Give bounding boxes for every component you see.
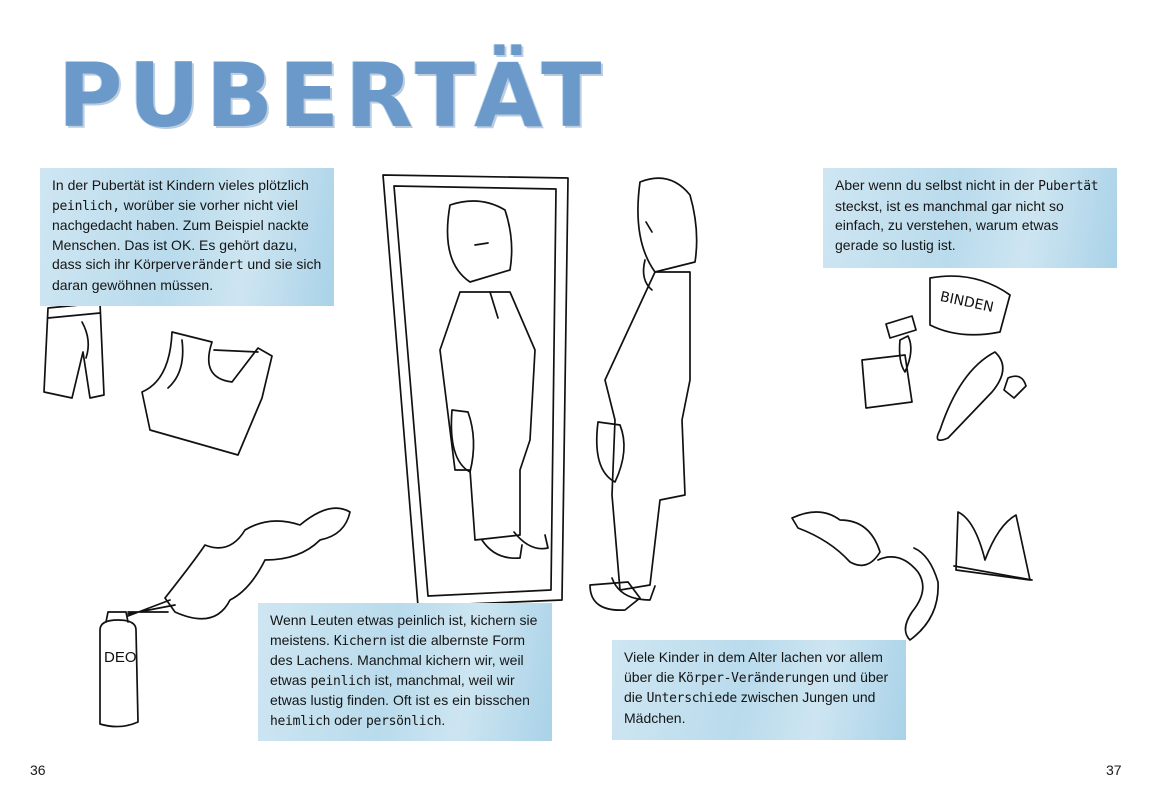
page-number-right: 37 [1106, 762, 1122, 778]
kichern-text-4: oder [330, 711, 367, 728]
handwritten-peinlich-2: peinlich [310, 673, 371, 689]
text-box-intro [40, 168, 334, 306]
handwritten-veraendert: verändert [175, 258, 244, 273]
sports-bra-drawing [954, 512, 1032, 580]
boxer-shorts-drawing [44, 303, 104, 398]
undershirt-drawing [142, 332, 272, 455]
intro-text-2: worüber sie vorher nicht viel nachgedacht haben. Zum Beispiel nackte Menschen. Das ist OK. Es gehört dazu, dass sich ihr Körper [52, 196, 309, 272]
veraenderungen-text-1: Viele Kinder in dem Alter lachen vor allem über die [624, 649, 883, 685]
handwritten-koerper-veraenderungen: Körper-Veränderungen [678, 670, 830, 686]
reflection-figure-drawing [440, 201, 548, 558]
standing-figure-drawing [590, 178, 697, 610]
handwritten-unterschiede: Unterschiede [646, 691, 737, 706]
page-number-left: 36 [30, 762, 46, 778]
text-box-veraenderungen [612, 640, 906, 740]
intro-text-1: In der Pubertät ist Kindern vieles plötzlich [52, 177, 309, 193]
intro-text-3: und sie sich daran gewöhnen müssen. [52, 256, 322, 293]
handwritten-heimlich: heimlich [270, 713, 331, 729]
page-title: PUBERTÄT [58, 44, 608, 147]
kichern-text-2: ist die albernste Form des Lachens. Manchmal kichern wir, weil etwas [270, 631, 525, 688]
deo-label: DEO [104, 649, 137, 666]
hygiene-products-drawing [862, 276, 1026, 440]
handwritten-pubertaet: Pubertät [1038, 179, 1099, 194]
veraenderungen-text-3: zwischen Jungen und Mädchen. [624, 689, 876, 726]
mirror-drawing [383, 175, 568, 606]
pubertaet-text-1: Aber wenn du selbst nicht in der [835, 177, 1039, 193]
kichern-text-1: Wenn Leuten etwas peinlich ist, kichern sie meistens. [270, 612, 538, 648]
binden-label: BINDEN [938, 288, 996, 316]
bra-drawing [792, 512, 938, 640]
veraenderungen-text-2: und über die [624, 668, 889, 705]
handwritten-kichern: Kichern [333, 633, 387, 649]
kichern-text-3: ist, manchmal, weil wir etwas lustig finden. Oft ist es ein bisschen [270, 671, 530, 708]
pubertaet-text-2: steckst, ist es manchmal gar nicht so einfach, zu verstehen, warum etwas gerade so lustig ist. [835, 197, 1064, 253]
handwritten-peinlich: peinlich, [52, 198, 120, 214]
handwritten-persoenlich: persönlich [366, 713, 442, 729]
kichern-text-5: . [441, 711, 446, 728]
text-box-kichern [258, 603, 552, 741]
text-box-pubertaet [823, 168, 1117, 268]
